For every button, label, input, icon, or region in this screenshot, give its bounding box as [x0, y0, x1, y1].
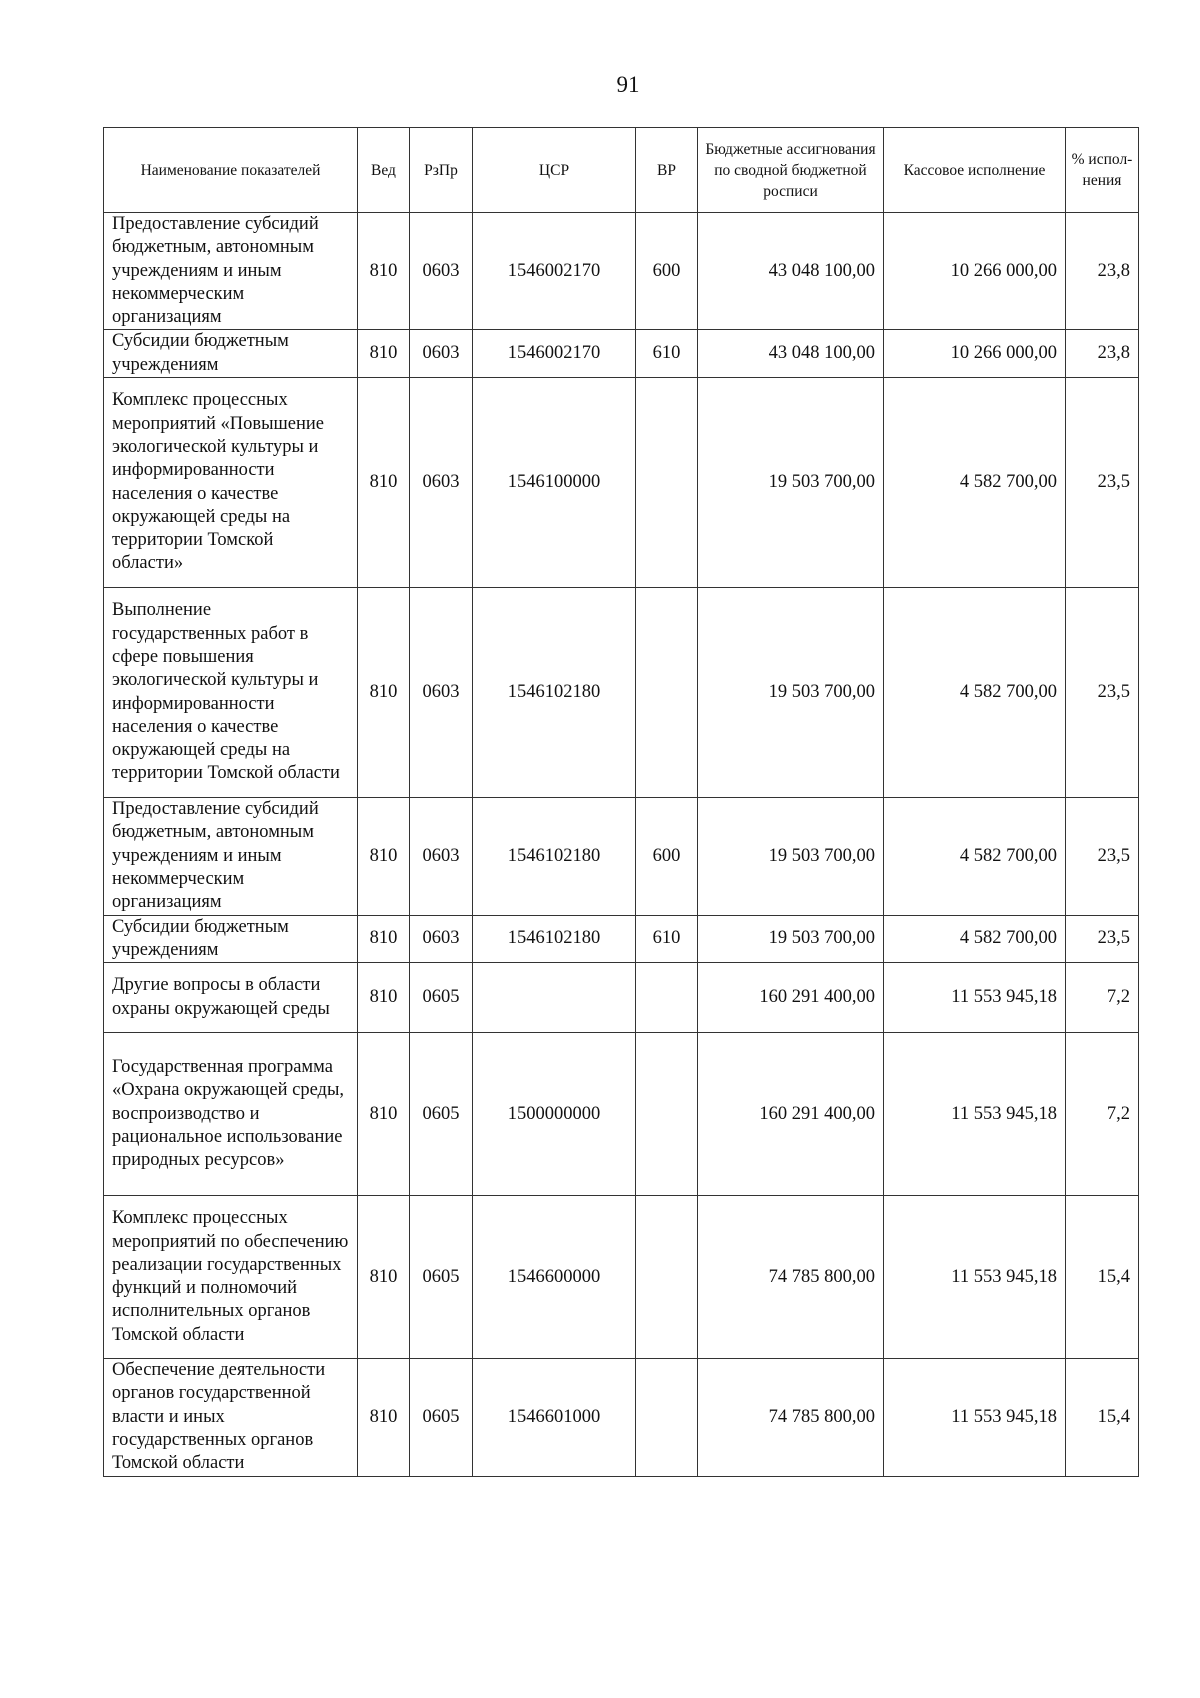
row-vr	[636, 1033, 698, 1196]
row-vr: 610	[636, 915, 698, 963]
header-name: Наименование показателей	[104, 128, 358, 213]
row-cash-execution: 11 553 945,18	[884, 1033, 1066, 1196]
row-ved: 810	[358, 588, 410, 798]
row-vr	[636, 1359, 698, 1476]
header-csr: ЦСР	[473, 128, 636, 213]
row-name: Субсидии бюджетным учреждениям	[104, 915, 358, 963]
row-ved: 810	[358, 1033, 410, 1196]
table-row	[104, 963, 1139, 1033]
row-percent: 23,5	[1066, 378, 1139, 588]
row-csr: 1546102180	[473, 588, 636, 798]
row-vr	[636, 588, 698, 798]
table-row	[104, 1033, 1139, 1196]
row-vr: 610	[636, 330, 698, 378]
row-percent: 15,4	[1066, 1196, 1139, 1359]
header-ved: Вед	[358, 128, 410, 213]
row-csr: 1546102180	[473, 798, 636, 915]
row-assignments: 74 785 800,00	[698, 1359, 884, 1476]
row-assignments: 160 291 400,00	[698, 1033, 884, 1196]
row-csr: 1546100000	[473, 378, 636, 588]
row-vr: 600	[636, 798, 698, 915]
header-assignments: Бюджетные ассигнования по сводной бюджетной росписи	[698, 128, 884, 213]
row-name: Другие вопросы в области охраны окружающей среды	[104, 963, 358, 1033]
table-row	[104, 1196, 1139, 1359]
budget-table	[103, 127, 1139, 1477]
row-name: Обеспечение деятельности органов государственной власти и иных государственных органов Томской области	[104, 1359, 358, 1476]
row-name: Субсидии бюджетным учреждениям	[104, 330, 358, 378]
row-csr: 1500000000	[473, 1033, 636, 1196]
row-vr	[636, 1196, 698, 1359]
row-name: Предоставление субсидий бюджетным, автономным учреждениям и иным некоммерческим организациям	[104, 213, 358, 330]
row-percent: 23,5	[1066, 915, 1139, 963]
row-cash-execution: 10 266 000,00	[884, 330, 1066, 378]
row-rzpr: 0603	[410, 798, 473, 915]
row-assignments: 160 291 400,00	[698, 963, 884, 1033]
row-vr	[636, 963, 698, 1033]
row-name: Государственная программа «Охрана окружающей среды, воспроизводство и рациональное использование природных ресурсов»	[104, 1033, 358, 1196]
row-csr: 1546002170	[473, 213, 636, 330]
row-csr: 1546601000	[473, 1359, 636, 1476]
row-assignments: 19 503 700,00	[698, 378, 884, 588]
row-rzpr: 0605	[410, 1196, 473, 1359]
row-cash-execution: 11 553 945,18	[884, 1196, 1066, 1359]
row-ved: 810	[358, 963, 410, 1033]
row-rzpr: 0603	[410, 378, 473, 588]
row-name: Комплекс процессных мероприятий «Повышение экологической культуры и информированности населения о качестве окружающей среды на территории Томской области»	[104, 378, 358, 588]
row-rzpr: 0605	[410, 1033, 473, 1196]
row-assignments: 19 503 700,00	[698, 588, 884, 798]
row-percent: 23,5	[1066, 588, 1139, 798]
row-rzpr: 0605	[410, 1359, 473, 1476]
row-rzpr: 0605	[410, 963, 473, 1033]
row-rzpr: 0603	[410, 213, 473, 330]
header-cash-execution: Кассовое исполнение	[884, 128, 1066, 213]
row-assignments: 43 048 100,00	[698, 330, 884, 378]
row-rzpr: 0603	[410, 330, 473, 378]
table-row	[104, 213, 1139, 330]
row-cash-execution: 4 582 700,00	[884, 915, 1066, 963]
row-cash-execution: 4 582 700,00	[884, 588, 1066, 798]
table-row	[104, 1359, 1139, 1476]
row-ved: 810	[358, 798, 410, 915]
row-csr: 1546002170	[473, 330, 636, 378]
row-vr	[636, 378, 698, 588]
page-number: 91	[616, 72, 640, 97]
row-ved: 810	[358, 1196, 410, 1359]
row-name: Комплекс процессных мероприятий по обеспечению реализации государственных функций и полномочий исполнительных органов Томской области	[104, 1196, 358, 1359]
row-ved: 810	[358, 213, 410, 330]
header-rzpr: РзПр	[410, 128, 473, 213]
table-row	[104, 588, 1139, 798]
row-percent: 7,2	[1066, 1033, 1139, 1196]
row-ved: 810	[358, 378, 410, 588]
row-assignments: 43 048 100,00	[698, 213, 884, 330]
row-percent: 7,2	[1066, 963, 1139, 1033]
table-row	[104, 330, 1139, 378]
row-cash-execution: 4 582 700,00	[884, 798, 1066, 915]
row-ved: 810	[358, 915, 410, 963]
header-row	[104, 128, 1139, 213]
row-csr: 1546600000	[473, 1196, 636, 1359]
row-percent: 23,8	[1066, 330, 1139, 378]
row-csr	[473, 963, 636, 1033]
row-percent: 23,5	[1066, 798, 1139, 915]
row-name: Выполнение государственных работ в сфере повышения экологической культуры и информированности населения о качестве окружающей среды на территории Томской области	[104, 588, 358, 798]
row-percent: 15,4	[1066, 1359, 1139, 1476]
row-assignments: 74 785 800,00	[698, 1196, 884, 1359]
row-cash-execution: 11 553 945,18	[884, 1359, 1066, 1476]
header-percent: % испол-нения	[1066, 128, 1139, 213]
row-cash-execution: 4 582 700,00	[884, 378, 1066, 588]
row-ved: 810	[358, 330, 410, 378]
row-cash-execution: 11 553 945,18	[884, 963, 1066, 1033]
row-name: Предоставление субсидий бюджетным, автономным учреждениям и иным некоммерческим организациям	[104, 798, 358, 915]
row-cash-execution: 10 266 000,00	[884, 213, 1066, 330]
table-row	[104, 915, 1139, 963]
header-vr: ВР	[636, 128, 698, 213]
table-row	[104, 378, 1139, 588]
row-ved: 810	[358, 1359, 410, 1476]
row-csr: 1546102180	[473, 915, 636, 963]
table-row	[104, 798, 1139, 915]
row-assignments: 19 503 700,00	[698, 798, 884, 915]
row-vr: 600	[636, 213, 698, 330]
row-assignments: 19 503 700,00	[698, 915, 884, 963]
row-rzpr: 0603	[410, 915, 473, 963]
row-rzpr: 0603	[410, 588, 473, 798]
row-percent: 23,8	[1066, 213, 1139, 330]
